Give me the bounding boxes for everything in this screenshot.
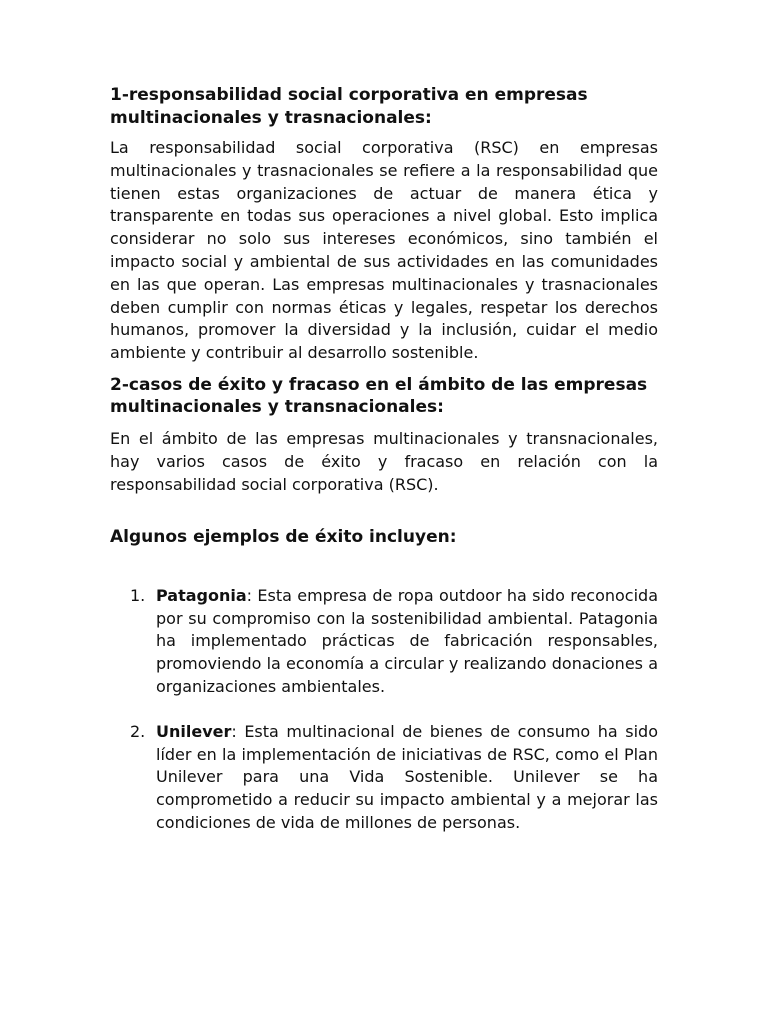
list-item-patagonia — [110, 585, 658, 699]
section1-heading: 1-responsabilidad social corporativa en empresas multinacionales y trasnacionales: — [110, 85, 588, 128]
company-name: Patagonia — [156, 585, 247, 605]
section1-body: La responsabilidad social corporativa (RSC) en empresas multinacionales y trasnacionales se refiere a la responsabilidad que tienen estas organizaciones de actuar de manera ética y transparente en todas sus operaciones a nivel global. Esto implica considerar no solo sus intereses económicos, sino también el impacto social y ambiental de sus actividades en las comunidades en las que operan. Las empresas multinacionales y trasnacionales deben cumplir con normas éticas y legales, respetar los derechos humanos, promover la diversidad y la inclusión, cuidar el medio ambiente y contribuir al desarrollo sostenible. — [110, 138, 658, 363]
list-item-text: : Esta multinacional de bienes de consumo ha sido líder en la implementación de iniciativas de RSC, como el Plan Unilever para una Vida Sostenible. Unilever se ha comprometido a reducir su impacto ambiental y a mejorar las condiciones de vida de millones de personas. — [156, 721, 658, 833]
document-page — [110, 84, 658, 835]
section2-heading: 2-casos de éxito y fracaso en el ámbito de las empresas multinacionales y transnacionales: — [110, 374, 648, 418]
list-item-unilever — [110, 721, 658, 835]
list-item-text: : Esta empresa de ropa outdoor ha sido reconocida por su compromiso con la sostenibilidad ambiental. Patagonia ha implementado prácticas de fabricación responsables, promoviendo la economía a circular y realizando donaciones a organizaciones ambientales. — [156, 585, 658, 697]
list-number: 2. — [130, 721, 146, 741]
section2-body: En el ámbito de las empresas multinacionales y transnacionales, hay varios casos de éxito y fracaso en relación con la responsabilidad social corporativa (RSC). — [110, 428, 658, 494]
list-number: 1. — [130, 585, 146, 605]
company-name: Unilever — [156, 721, 232, 741]
examples-list — [110, 585, 658, 835]
examples-heading: Algunos ejemplos de éxito incluyen: — [110, 527, 457, 548]
